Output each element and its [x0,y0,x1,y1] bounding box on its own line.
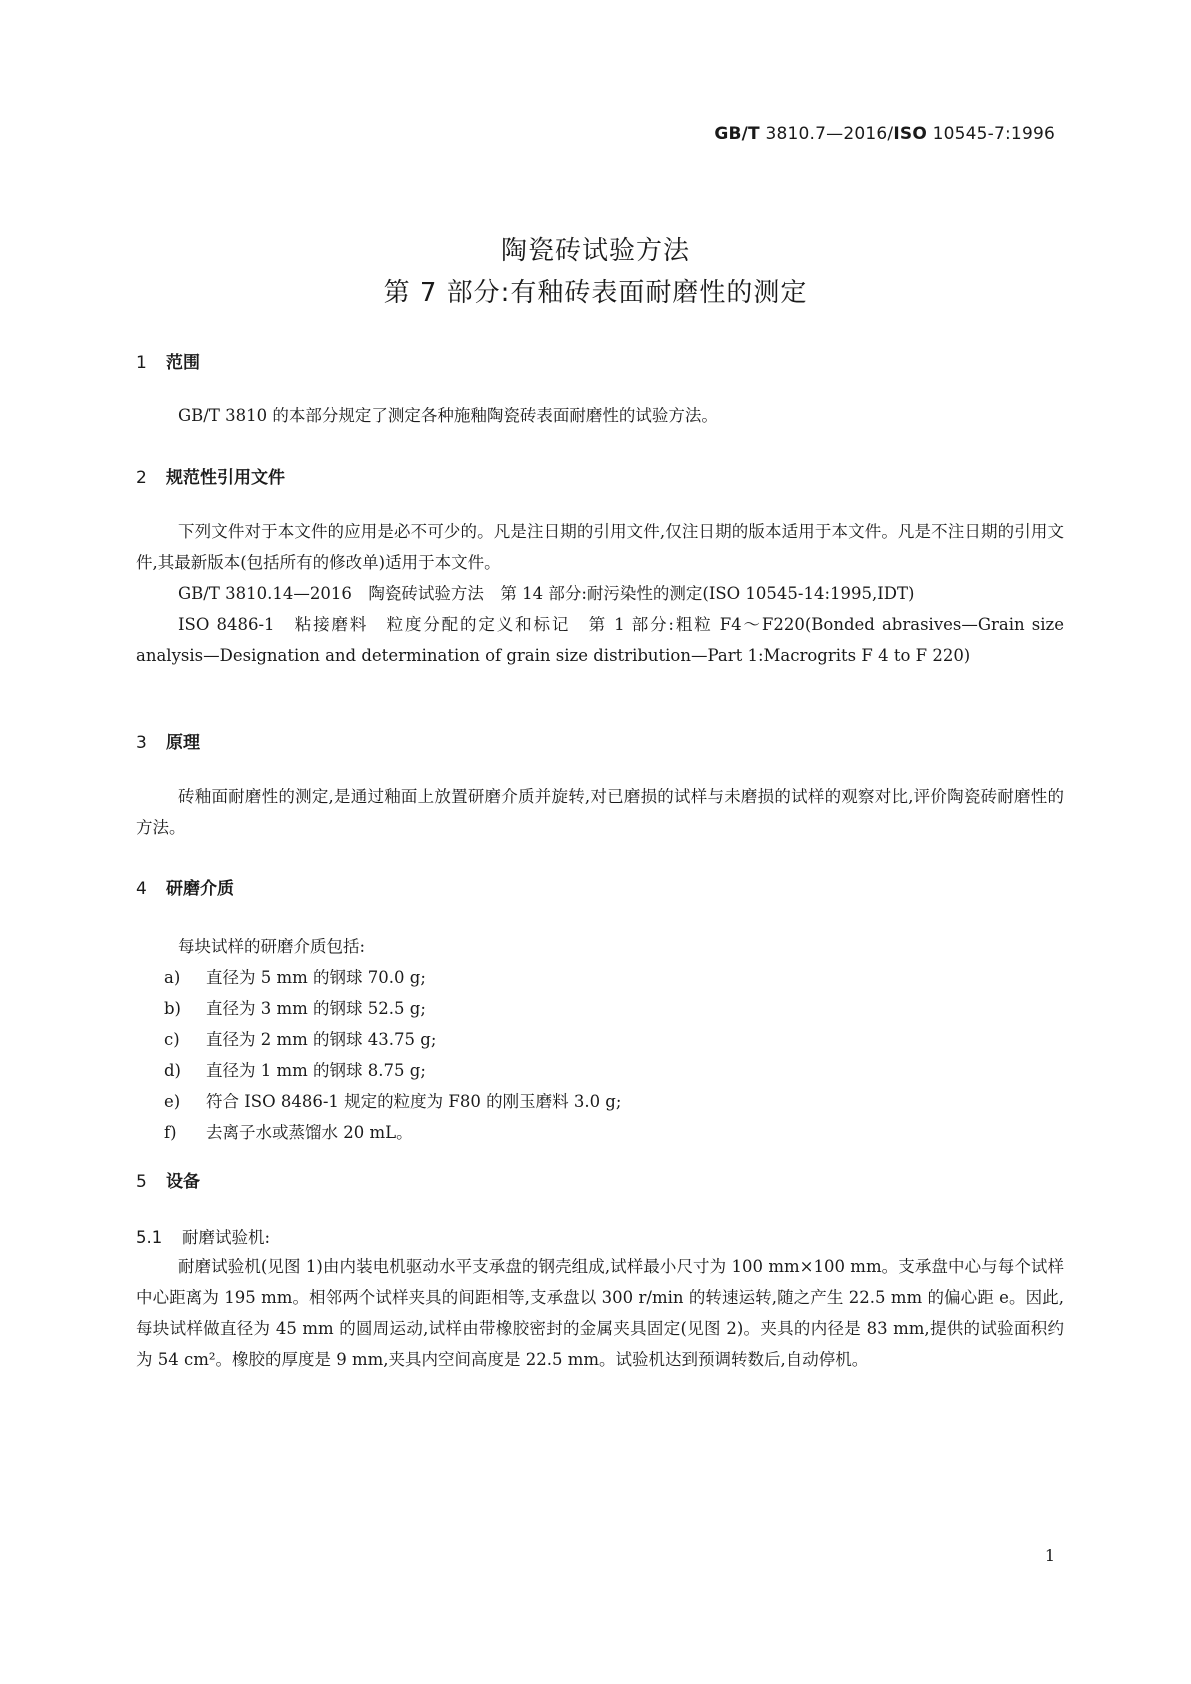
standard-iso: ISO [893,124,927,144]
section-1-text: GB/T 3810 的本部分规定了测定各种施釉陶瓷砖表面耐磨性的试验方法。 [178,406,718,425]
list-item [164,1119,413,1143]
section-1-heading [136,348,200,373]
subsection-title: 耐磨试验机: [182,1228,271,1247]
section-3-text: 砖釉面耐磨性的测定,是通过釉面上放置研磨介质并旋转,对已磨损的试样与未磨损的试样的观察对比,评价陶瓷砖耐磨性的方法。 [136,787,1064,837]
list-marker: f) [164,1123,177,1142]
standard-number [714,124,1055,144]
list-marker: e) [164,1092,181,1111]
list-marker: d) [164,1061,181,1080]
section-title: 范围 [166,353,200,373]
section-title: 研磨介质 [166,879,234,899]
list-item [164,964,426,988]
list-item [164,995,426,1019]
section-2-ref-1: GB/T 3810.14—2016 陶瓷砖试验方法 第 14 部分:耐污染性的测定(ISO 10545-14:1995,IDT) [178,584,915,603]
section-number: 5 [136,1172,147,1192]
section-4-intro: 每块试样的研磨介质包括: [178,937,366,956]
standard-mid: 3810.7—2016/ [765,124,894,144]
list-text: 符合 ISO 8486-1 规定的粒度为 F80 的刚玉磨料 3.0 g; [206,1092,622,1111]
page-number: 1 [1044,1546,1055,1565]
section-title: 规范性引用文件 [166,468,285,488]
standard-prefix: GB/T [714,124,760,144]
list-item [164,1026,436,1050]
list-text: 去离子水或蒸馏水 20 mL。 [206,1123,413,1142]
section-number: 1 [136,353,147,373]
section-number: 3 [136,733,147,753]
list-item [164,1088,621,1112]
section-2-ref-2: ISO 8486-1 粘接磨料 粒度分配的定义和标记 第 1 部分:粗粒 F4～F220(Bonded abrasives—Grain size analysis—Designation and determination of grain size distribution—Part 1:Macrogrits F 4 to F 220) [136,615,1064,665]
subsection-5-1-text: 耐磨试验机(见图 1)由内装电机驱动水平支承盘的钢壳组成,试样最小尺寸为 100 mm×100 mm。支承盘中心与每个试样中心距离为 195 mm。相邻两个试样夹具的间距相等,支承盘以 300 r/min 的转速运转,随之产生 22.5 mm 的偏心距 e。因此,每块试样做直径为 45 mm 的圆周运动,试样由带橡胶密封的金属夹具固定(见图 2)。夹具的内径是 83 mm,提供的试验面积约为 54 cm²。橡胶的厚度是 9 mm,夹具内空间高度是 22.5 mm。试验机达到预调转数后,自动停机。 [136,1257,1064,1369]
subsection-number: 5.1 [136,1228,163,1247]
list-marker: c) [164,1030,180,1049]
list-text: 直径为 3 mm 的钢球 52.5 g; [206,999,426,1018]
standard-suffix: 10545-7:1996 [932,124,1055,144]
list-text: 直径为 5 mm 的钢球 70.0 g; [206,968,426,987]
list-marker: a) [164,968,181,987]
section-title: 设备 [166,1172,200,1192]
subsection-5-1-heading [136,1224,270,1248]
section-number: 2 [136,468,147,488]
list-text: 直径为 1 mm 的钢球 8.75 g; [206,1061,426,1080]
document-subtitle: 第 7 部分:有釉砖表面耐磨性的测定 [383,278,808,308]
section-2-heading [136,463,285,488]
document-title: 陶瓷砖试验方法 [500,236,690,266]
section-number: 4 [136,879,147,899]
section-2-intro: 下列文件对于本文件的应用是必不可少的。凡是注日期的引用文件,仅注日期的版本适用于本文件。凡是不注日期的引用文件,其最新版本(包括所有的修改单)适用于本文件。 [136,522,1064,572]
list-item [164,1057,426,1081]
section-3-heading [136,728,200,753]
section-5-heading [136,1167,200,1192]
list-text: 直径为 2 mm 的钢球 43.75 g; [206,1030,437,1049]
list-marker: b) [164,999,181,1018]
section-4-heading [136,874,234,899]
section-title: 原理 [166,733,200,753]
